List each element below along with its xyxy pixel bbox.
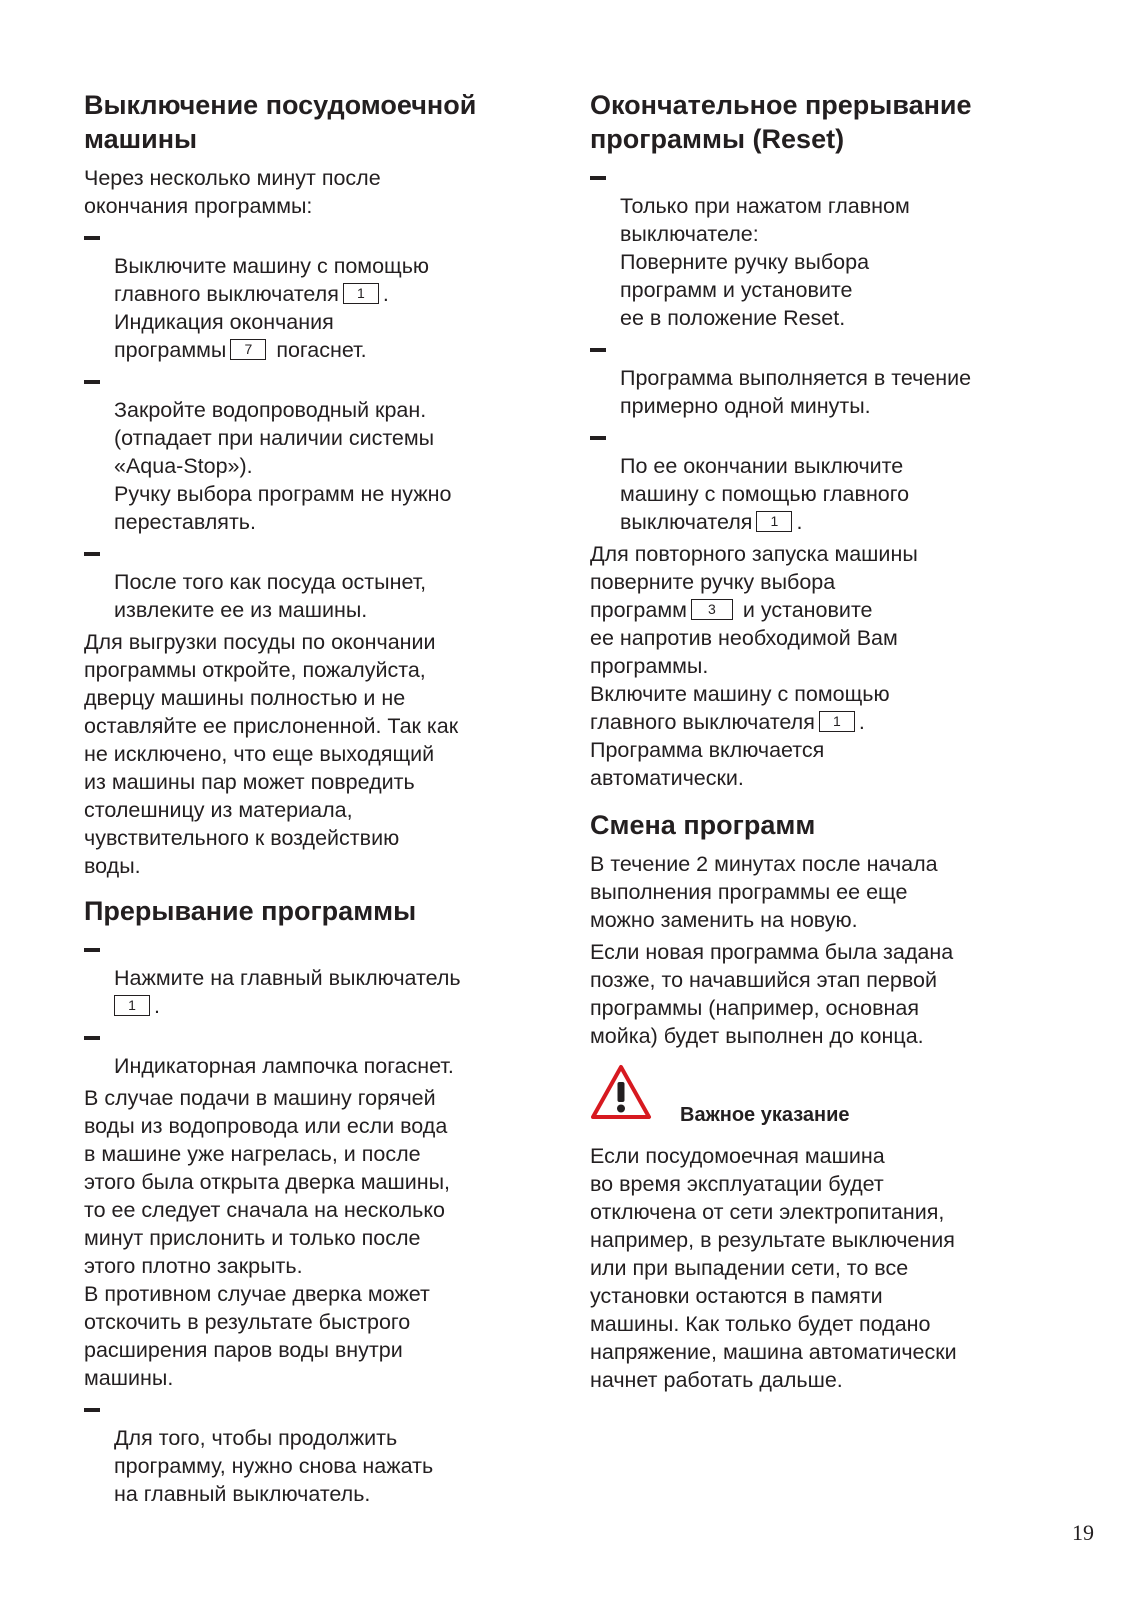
item-text: .	[154, 994, 160, 1018]
key-box: 1	[343, 283, 379, 304]
key-box: 7	[230, 339, 266, 360]
section-reset	[590, 88, 1060, 792]
dash-bullet	[590, 436, 606, 440]
list-item	[84, 1024, 544, 1080]
item-text: Закройте водопроводный кран. (отпадает при наличии системы «Aqua-Stop»). Ручку выбора программ не нужно переставлять.	[114, 398, 452, 534]
list-item	[590, 424, 1060, 536]
item-text: По ее окончании выключите машину с помощью главного выключателя	[620, 454, 910, 534]
key-box: 1	[756, 511, 792, 532]
dash-bullet	[84, 380, 100, 384]
para-text: . Программа включается автоматически.	[590, 710, 865, 790]
warning-title: Важное указание	[680, 1104, 850, 1126]
item-text: Программа выполняется в течение примерно одной минуты.	[620, 366, 972, 418]
list-item	[84, 1396, 544, 1508]
section-switch-off	[84, 88, 544, 880]
right-column	[590, 88, 1060, 1398]
section-interrupt	[84, 894, 544, 1508]
warning-triangle-icon	[590, 1064, 652, 1125]
key-box: 1	[819, 711, 855, 732]
dash-bullet	[84, 948, 100, 952]
page-number: 19	[1072, 1520, 1094, 1545]
left-column	[84, 88, 544, 1518]
warning-text: Если посудомоечная машина во время эксплуатации будет отключена от сети электропитания, например, в результате выключения или при выпадении сети, то все установки остаются в памяти машины. Как только будет подано напряжение, машина автоматически начнет работать дальше.	[590, 1144, 957, 1392]
item-text: . Индикация окончания программы	[114, 282, 389, 362]
section-title: Выключение посудомоечной машины	[84, 90, 477, 154]
item-text: Нажмите на главный выключатель	[114, 966, 461, 990]
item-text: Для того, чтобы продолжить программу, нужно снова нажать на главный выключатель.	[114, 1426, 434, 1506]
section-title: Прерывание программы	[84, 896, 417, 926]
item-text: Выключите машину с помощью главного выключателя	[114, 254, 430, 306]
dash-bullet	[590, 348, 606, 352]
warning-header	[590, 1064, 1060, 1136]
body-paragraph	[590, 540, 1060, 792]
body-paragraph: Для выгрузки посуды по окончании программы откройте, пожалуйста, дверцу машины полностью и не оставляйте ее прислоненной. Так как не исключено, что еще выходящий из машины пар может повредить столешницу из материала, чувствительного к воздействию воды.	[84, 630, 459, 878]
body-paragraph: В случае подачи в машину горячей воды из водопровода или если вода в машине уже нагрелась, и после этого была открыта дверка машины, то ее следует сначала на несколько минут прислонить и только после этого плотно закрыть. В противном случае дверка может отскочить в результате быстрого расширения паров воды внутри машины.	[84, 1086, 451, 1390]
section-change-program	[590, 808, 1060, 1050]
list-item	[590, 336, 1060, 420]
dash-bullet	[590, 176, 606, 180]
list-item	[84, 224, 544, 364]
dash-bullet	[84, 236, 100, 240]
body-paragraph: Если новая программа была задана позже, то начавшийся этап первой программы (например, основная мойка) будет выполнен до конца.	[590, 940, 954, 1048]
item-text: Индикаторная лампочка погаснет.	[114, 1054, 454, 1078]
key-box: 1	[114, 995, 150, 1016]
item-text: Только при нажатом главном выключателе: Поверните ручку выбора программ и установите ее в положение Reset.	[620, 194, 910, 330]
section-title: Окончательное прерывание программы (Reset)	[590, 90, 972, 154]
dash-bullet	[84, 1036, 100, 1040]
item-text: После того как посуда остынет, извлеките ее из машины.	[114, 570, 427, 622]
list-item	[84, 540, 544, 624]
dash-bullet	[84, 552, 100, 556]
dash-bullet	[84, 1408, 100, 1412]
para-text: и установите ее напротив необходимой Вам программы. Включите машину с помощью главного выключателя	[590, 598, 898, 734]
item-text: .	[796, 510, 803, 534]
key-box: 3	[691, 599, 733, 620]
item-text: погаснет.	[276, 338, 367, 362]
list-item	[84, 936, 544, 1020]
body-paragraph: В течение 2 минутах после начала выполнения программы ее еще можно заменить на новую.	[590, 852, 938, 932]
list-item	[84, 368, 544, 536]
para-text: Для повторного запуска машины поверните ручку выбора программ	[590, 542, 918, 622]
intro-text: Через несколько минут после окончания программы:	[84, 166, 381, 218]
list-item	[590, 164, 1060, 332]
section-title: Смена программ	[590, 810, 816, 840]
